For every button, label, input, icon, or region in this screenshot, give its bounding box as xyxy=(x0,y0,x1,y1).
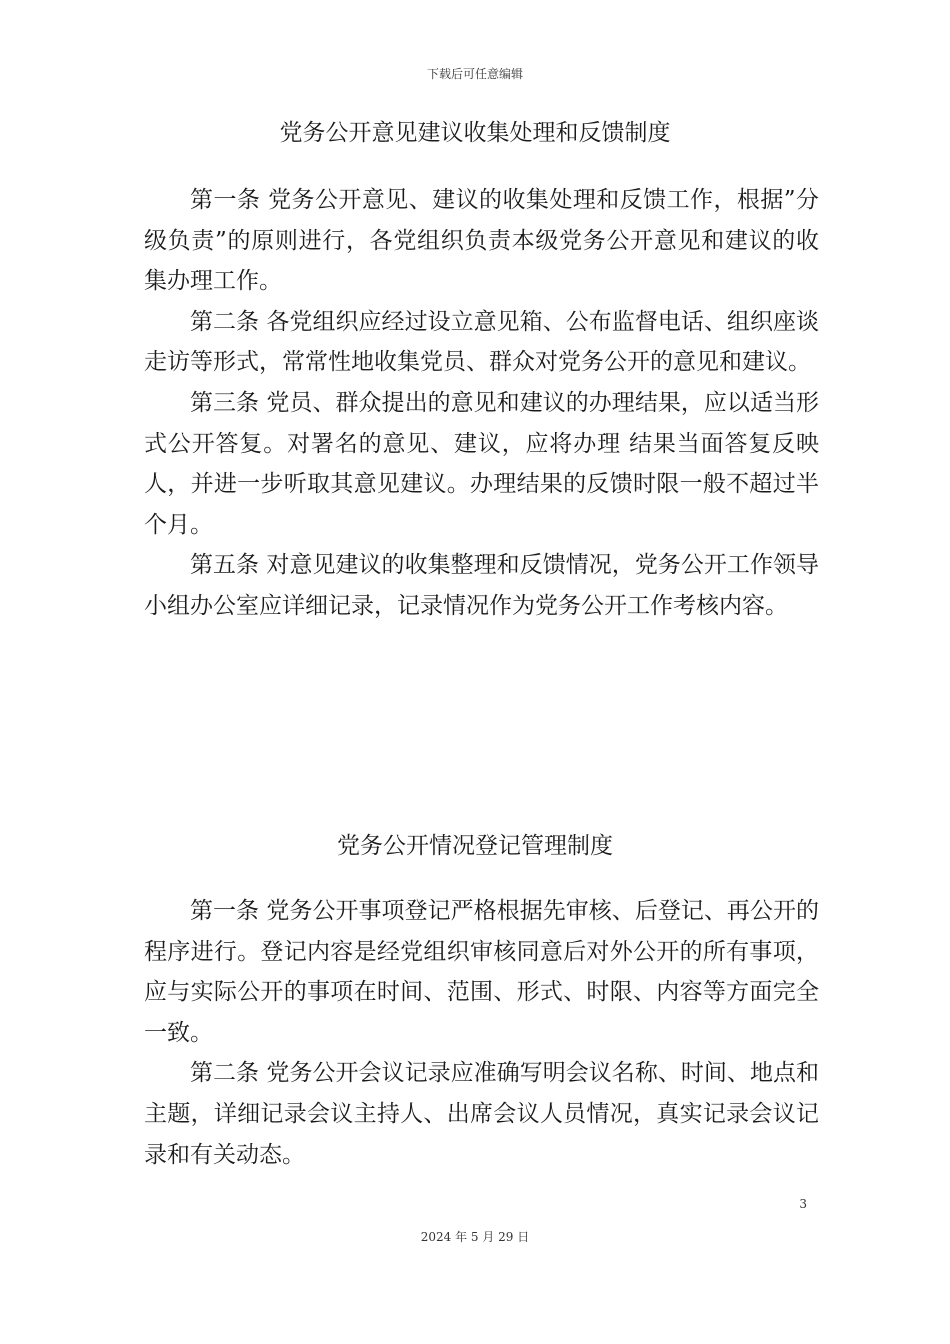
article-paragraph: 第三条 党员、群众提出的意见和建议的办理结果，应以适当形式公开答复。对署名的意见、建议，应将办理 结果当面答复反映人，并进一步听取其意见建议。办理结果的反馈时限一般不超过半个月。 xyxy=(144,389,819,538)
footer-date: 2024 年 5 月 29 日 xyxy=(420,1230,530,1244)
article-paragraph: 第五条 对意见建议的收集整理和反馈情况，党务公开工作领导小组办公室应详细记录，记录情况作为党务公开工作考核内容。 xyxy=(144,552,819,619)
article-paragraph: 第二条 党务公开会议记录应准确写明会议名称、时间、地点和主题，详细记录会议主持人、出席会议人员情况，真实记录会议记录和有关动态。 xyxy=(144,1060,819,1168)
header-note: 下载后可任意编辑 xyxy=(426,67,523,81)
section-title-registration: 党务公开情况登记管理制度 xyxy=(337,833,613,859)
section-body-feedback xyxy=(144,180,819,627)
page-number: 3 xyxy=(799,1197,807,1211)
article-paragraph: 第一条 党务公开意见、建议的收集处理和反馈工作，根据”分级负责”的原则进行，各党组织负责本级党务公开意见和建议的收集办理工作。 xyxy=(144,187,819,295)
section-body-registration xyxy=(144,891,819,1175)
section-title-feedback: 党务公开意见建议收集处理和反馈制度 xyxy=(279,120,671,146)
article-paragraph: 第一条 党务公开事项登记严格根据先审核、后登记、再公开的程序进行。登记内容是经党组织审核同意后对外公开的所有事项，应与实际公开的事项在时间、范围、形式、时限、内容等方面完全一致。 xyxy=(144,898,819,1046)
article-paragraph: 第二条 各党组织应经过设立意见箱、公布监督电话、组织座谈走访等形式，常常性地收集党员、群众对党务公开的意见和建议。 xyxy=(144,308,819,376)
